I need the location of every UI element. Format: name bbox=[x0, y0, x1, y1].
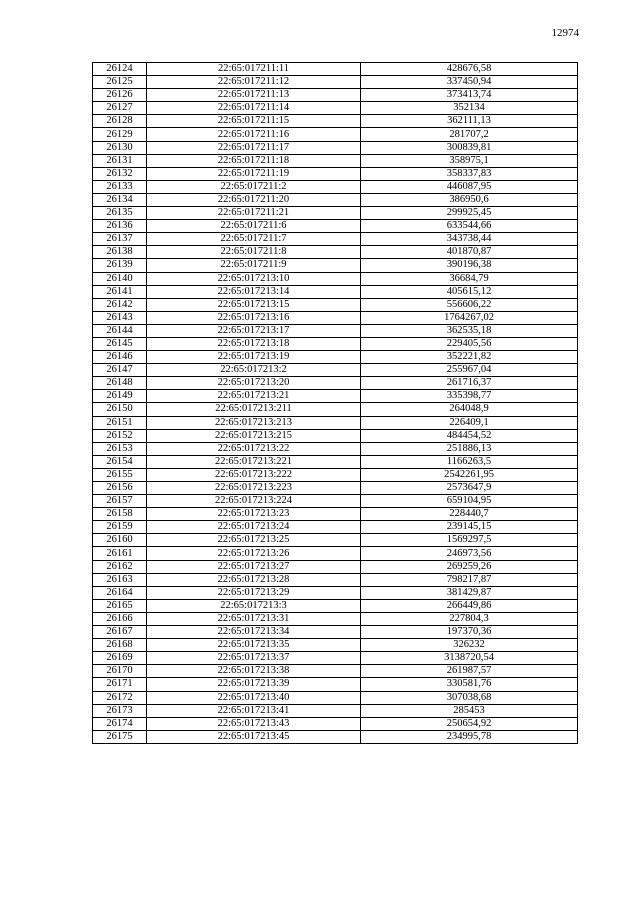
table-row bbox=[93, 691, 578, 704]
table-row bbox=[93, 468, 578, 481]
value-cell: 362535,18 bbox=[361, 324, 578, 337]
table-row bbox=[93, 482, 578, 495]
cadastral-number-cell: 22:65:017213:20 bbox=[147, 377, 361, 390]
table-row bbox=[93, 521, 578, 534]
cadastral-number-cell: 22:65:017211:18 bbox=[147, 154, 361, 167]
cadastral-number-cell: 22:65:017213:18 bbox=[147, 337, 361, 350]
value-cell: 250654,92 bbox=[361, 717, 578, 730]
table-row bbox=[93, 180, 578, 193]
value-cell: 269259,26 bbox=[361, 560, 578, 573]
row-number-cell: 26155 bbox=[93, 468, 147, 481]
cadastral-number-cell: 22:65:017213:23 bbox=[147, 508, 361, 521]
row-number-cell: 26163 bbox=[93, 573, 147, 586]
value-cell: 1764267,02 bbox=[361, 311, 578, 324]
cadastral-number-cell: 22:65:017213:45 bbox=[147, 730, 361, 743]
value-cell: 234995,78 bbox=[361, 730, 578, 743]
value-cell: 352134 bbox=[361, 102, 578, 115]
row-number-cell: 26161 bbox=[93, 547, 147, 560]
value-cell: 484454,52 bbox=[361, 429, 578, 442]
cadastral-number-cell: 22:65:017213:2 bbox=[147, 364, 361, 377]
value-cell: 226409,1 bbox=[361, 416, 578, 429]
table-row bbox=[93, 455, 578, 468]
table-row bbox=[93, 678, 578, 691]
value-cell: 281707,2 bbox=[361, 128, 578, 141]
value-cell: 390196,38 bbox=[361, 259, 578, 272]
row-number-cell: 26165 bbox=[93, 599, 147, 612]
cadastral-number-cell: 22:65:017213:224 bbox=[147, 495, 361, 508]
table-body bbox=[93, 63, 578, 744]
cadastral-number-cell: 22:65:017213:21 bbox=[147, 390, 361, 403]
cadastral-number-cell: 22:65:017213:3 bbox=[147, 599, 361, 612]
cadastral-number-cell: 22:65:017213:14 bbox=[147, 285, 361, 298]
value-cell: 307038,68 bbox=[361, 691, 578, 704]
cadastral-number-cell: 22:65:017213:40 bbox=[147, 691, 361, 704]
cadastral-number-cell: 22:65:017213:222 bbox=[147, 468, 361, 481]
row-number-cell: 26143 bbox=[93, 311, 147, 324]
value-cell: 428676,58 bbox=[361, 63, 578, 76]
table-row bbox=[93, 89, 578, 102]
cadastral-number-cell: 22:65:017213:16 bbox=[147, 311, 361, 324]
cadastral-number-cell: 22:65:017211:12 bbox=[147, 76, 361, 89]
table-row bbox=[93, 298, 578, 311]
cadastral-number-cell: 22:65:017213:43 bbox=[147, 717, 361, 730]
table-row bbox=[93, 390, 578, 403]
row-number-cell: 26131 bbox=[93, 154, 147, 167]
table-row bbox=[93, 534, 578, 547]
value-cell: 330581,76 bbox=[361, 678, 578, 691]
value-cell: 352221,82 bbox=[361, 351, 578, 364]
row-number-cell: 26127 bbox=[93, 102, 147, 115]
cadastral-number-cell: 22:65:017213:38 bbox=[147, 665, 361, 678]
table-row bbox=[93, 285, 578, 298]
cadastral-number-cell: 22:65:017211:7 bbox=[147, 233, 361, 246]
row-number-cell: 26168 bbox=[93, 639, 147, 652]
value-cell: 228440,7 bbox=[361, 508, 578, 521]
row-number-cell: 26134 bbox=[93, 193, 147, 206]
table-row bbox=[93, 324, 578, 337]
row-number-cell: 26142 bbox=[93, 298, 147, 311]
row-number-cell: 26172 bbox=[93, 691, 147, 704]
value-cell: 337450,94 bbox=[361, 76, 578, 89]
row-number-cell: 26166 bbox=[93, 612, 147, 625]
cadastral-number-cell: 22:65:017213:10 bbox=[147, 272, 361, 285]
value-cell: 300839,81 bbox=[361, 141, 578, 154]
value-cell: 3138720,54 bbox=[361, 652, 578, 665]
value-cell: 381429,87 bbox=[361, 586, 578, 599]
table-row bbox=[93, 193, 578, 206]
cadastral-number-cell: 22:65:017213:211 bbox=[147, 403, 361, 416]
cadastral-number-cell: 22:65:017211:19 bbox=[147, 167, 361, 180]
value-cell: 229405,56 bbox=[361, 337, 578, 350]
page-number: 12974 bbox=[551, 27, 579, 39]
row-number-cell: 26164 bbox=[93, 586, 147, 599]
value-cell: 285453 bbox=[361, 704, 578, 717]
value-cell: 227804,3 bbox=[361, 612, 578, 625]
value-cell: 326232 bbox=[361, 639, 578, 652]
cadastral-number-cell: 22:65:017213:17 bbox=[147, 324, 361, 337]
cadastral-number-cell: 22:65:017211:16 bbox=[147, 128, 361, 141]
value-cell: 266449,86 bbox=[361, 599, 578, 612]
table-row bbox=[93, 612, 578, 625]
table-row bbox=[93, 167, 578, 180]
value-cell: 246973,56 bbox=[361, 547, 578, 560]
value-cell: 446087,95 bbox=[361, 180, 578, 193]
table-row bbox=[93, 364, 578, 377]
table-row bbox=[93, 115, 578, 128]
cadastral-number-cell: 22:65:017211:9 bbox=[147, 259, 361, 272]
table-row bbox=[93, 403, 578, 416]
row-number-cell: 26132 bbox=[93, 167, 147, 180]
value-cell: 251886,13 bbox=[361, 442, 578, 455]
table-row bbox=[93, 508, 578, 521]
cadastral-number-cell: 22:65:017213:19 bbox=[147, 351, 361, 364]
row-number-cell: 26125 bbox=[93, 76, 147, 89]
cadastral-number-cell: 22:65:017211:20 bbox=[147, 193, 361, 206]
cadastral-number-cell: 22:65:017211:13 bbox=[147, 89, 361, 102]
value-cell: 197370,36 bbox=[361, 626, 578, 639]
row-number-cell: 26151 bbox=[93, 416, 147, 429]
table-row bbox=[93, 626, 578, 639]
table-row bbox=[93, 442, 578, 455]
row-number-cell: 26141 bbox=[93, 285, 147, 298]
table-row bbox=[93, 259, 578, 272]
cadastral-number-cell: 22:65:017211:11 bbox=[147, 63, 361, 76]
table-row bbox=[93, 337, 578, 350]
value-cell: 255967,04 bbox=[361, 364, 578, 377]
row-number-cell: 26162 bbox=[93, 560, 147, 573]
value-cell: 1569297,5 bbox=[361, 534, 578, 547]
cadastral-number-cell: 22:65:017213:15 bbox=[147, 298, 361, 311]
row-number-cell: 26130 bbox=[93, 141, 147, 154]
value-cell: 373413,74 bbox=[361, 89, 578, 102]
row-number-cell: 26150 bbox=[93, 403, 147, 416]
value-cell: 299925,45 bbox=[361, 207, 578, 220]
table-row bbox=[93, 102, 578, 115]
value-cell: 386950,6 bbox=[361, 193, 578, 206]
row-number-cell: 26137 bbox=[93, 233, 147, 246]
cadastral-number-cell: 22:65:017213:221 bbox=[147, 455, 361, 468]
row-number-cell: 26139 bbox=[93, 259, 147, 272]
value-cell: 36684,79 bbox=[361, 272, 578, 285]
row-number-cell: 26146 bbox=[93, 351, 147, 364]
table-row bbox=[93, 586, 578, 599]
value-cell: 556606,22 bbox=[361, 298, 578, 311]
table-row bbox=[93, 63, 578, 76]
row-number-cell: 26138 bbox=[93, 246, 147, 259]
table-row bbox=[93, 429, 578, 442]
row-number-cell: 26145 bbox=[93, 337, 147, 350]
cadastral-number-cell: 22:65:017213:39 bbox=[147, 678, 361, 691]
table-row bbox=[93, 547, 578, 560]
cadastral-number-cell: 22:65:017211:15 bbox=[147, 115, 361, 128]
row-number-cell: 26158 bbox=[93, 508, 147, 521]
table-row bbox=[93, 416, 578, 429]
cadastral-number-cell: 22:65:017213:29 bbox=[147, 586, 361, 599]
cadastral-number-cell: 22:65:017213:215 bbox=[147, 429, 361, 442]
table-row bbox=[93, 246, 578, 259]
row-number-cell: 26159 bbox=[93, 521, 147, 534]
cadastral-number-cell: 22:65:017213:24 bbox=[147, 521, 361, 534]
value-cell: 2542261,95 bbox=[361, 468, 578, 481]
cadastral-number-cell: 22:65:017213:213 bbox=[147, 416, 361, 429]
row-number-cell: 26136 bbox=[93, 220, 147, 233]
value-cell: 264048,9 bbox=[361, 403, 578, 416]
value-cell: 798217,87 bbox=[361, 573, 578, 586]
cadastral-number-cell: 22:65:017213:28 bbox=[147, 573, 361, 586]
value-cell: 401870,87 bbox=[361, 246, 578, 259]
cadastral-number-cell: 22:65:017213:25 bbox=[147, 534, 361, 547]
table-row bbox=[93, 665, 578, 678]
table-row bbox=[93, 704, 578, 717]
cadastral-number-cell: 22:65:017211:17 bbox=[147, 141, 361, 154]
table-row bbox=[93, 573, 578, 586]
value-cell: 239145,15 bbox=[361, 521, 578, 534]
value-cell: 358337,83 bbox=[361, 167, 578, 180]
row-number-cell: 26154 bbox=[93, 455, 147, 468]
value-cell: 405615,12 bbox=[361, 285, 578, 298]
cadastral-value-table bbox=[92, 62, 578, 744]
table-row bbox=[93, 154, 578, 167]
table-row bbox=[93, 560, 578, 573]
table-row bbox=[93, 351, 578, 364]
row-number-cell: 26175 bbox=[93, 730, 147, 743]
table-row bbox=[93, 495, 578, 508]
table-row bbox=[93, 233, 578, 246]
value-cell: 362111,13 bbox=[361, 115, 578, 128]
row-number-cell: 26147 bbox=[93, 364, 147, 377]
row-number-cell: 26126 bbox=[93, 89, 147, 102]
row-number-cell: 26148 bbox=[93, 377, 147, 390]
cadastral-number-cell: 22:65:017213:26 bbox=[147, 547, 361, 560]
table-row bbox=[93, 272, 578, 285]
row-number-cell: 26173 bbox=[93, 704, 147, 717]
cadastral-number-cell: 22:65:017213:37 bbox=[147, 652, 361, 665]
value-cell: 2573647,9 bbox=[361, 482, 578, 495]
row-number-cell: 26170 bbox=[93, 665, 147, 678]
table-row bbox=[93, 717, 578, 730]
row-number-cell: 26157 bbox=[93, 495, 147, 508]
cadastral-number-cell: 22:65:017211:21 bbox=[147, 207, 361, 220]
row-number-cell: 26144 bbox=[93, 324, 147, 337]
row-number-cell: 26152 bbox=[93, 429, 147, 442]
row-number-cell: 26167 bbox=[93, 626, 147, 639]
table-row bbox=[93, 128, 578, 141]
table-row bbox=[93, 599, 578, 612]
cadastral-number-cell: 22:65:017213:41 bbox=[147, 704, 361, 717]
row-number-cell: 26160 bbox=[93, 534, 147, 547]
row-number-cell: 26129 bbox=[93, 128, 147, 141]
row-number-cell: 26169 bbox=[93, 652, 147, 665]
value-cell: 343738,44 bbox=[361, 233, 578, 246]
table-row bbox=[93, 311, 578, 324]
table-row bbox=[93, 730, 578, 743]
table-row bbox=[93, 377, 578, 390]
cadastral-number-cell: 22:65:017213:223 bbox=[147, 482, 361, 495]
row-number-cell: 26171 bbox=[93, 678, 147, 691]
cadastral-number-cell: 22:65:017211:6 bbox=[147, 220, 361, 233]
cadastral-number-cell: 22:65:017213:22 bbox=[147, 442, 361, 455]
value-cell: 633544,66 bbox=[361, 220, 578, 233]
value-cell: 261716,37 bbox=[361, 377, 578, 390]
table-row bbox=[93, 207, 578, 220]
row-number-cell: 26124 bbox=[93, 63, 147, 76]
cadastral-number-cell: 22:65:017213:35 bbox=[147, 639, 361, 652]
row-number-cell: 26174 bbox=[93, 717, 147, 730]
table-row bbox=[93, 220, 578, 233]
table-row bbox=[93, 76, 578, 89]
table-row bbox=[93, 141, 578, 154]
row-number-cell: 26140 bbox=[93, 272, 147, 285]
row-number-cell: 26135 bbox=[93, 207, 147, 220]
cadastral-number-cell: 22:65:017213:31 bbox=[147, 612, 361, 625]
value-cell: 358975,1 bbox=[361, 154, 578, 167]
cadastral-number-cell: 22:65:017213:27 bbox=[147, 560, 361, 573]
row-number-cell: 26149 bbox=[93, 390, 147, 403]
cadastral-number-cell: 22:65:017211:14 bbox=[147, 102, 361, 115]
row-number-cell: 26156 bbox=[93, 482, 147, 495]
row-number-cell: 26128 bbox=[93, 115, 147, 128]
cadastral-number-cell: 22:65:017213:34 bbox=[147, 626, 361, 639]
row-number-cell: 26153 bbox=[93, 442, 147, 455]
value-cell: 335398,77 bbox=[361, 390, 578, 403]
cadastral-number-cell: 22:65:017211:8 bbox=[147, 246, 361, 259]
table-row bbox=[93, 652, 578, 665]
cadastral-number-cell: 22:65:017211:2 bbox=[147, 180, 361, 193]
table-row bbox=[93, 639, 578, 652]
value-cell: 659104,95 bbox=[361, 495, 578, 508]
row-number-cell: 26133 bbox=[93, 180, 147, 193]
value-cell: 261987,57 bbox=[361, 665, 578, 678]
value-cell: 1166263,5 bbox=[361, 455, 578, 468]
